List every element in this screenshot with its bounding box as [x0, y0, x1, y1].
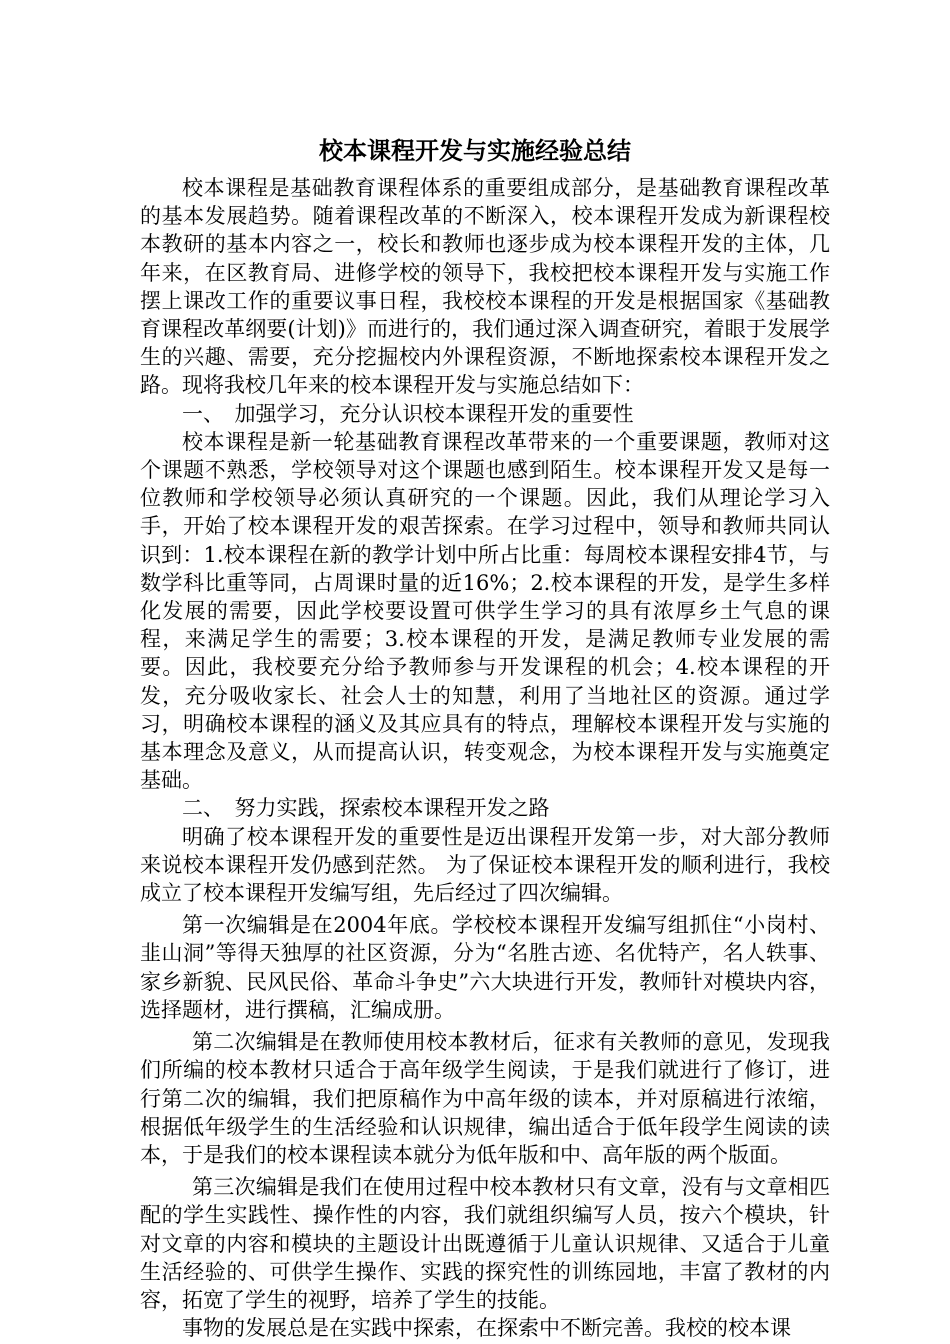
section-heading-1: 一、 加强学习，充分认识校本课程开发的重要性 [182, 401, 634, 426]
paragraph-section-2: 明确了校本课程开发的重要性是迈出课程开发第一步，对大部分教师来说校本课程开发仍感到茫然。 为了保证校本课程开发的顺利进行，我校成立了校本课程开发编写组，先后经过了四次编辑。 [140, 824, 830, 906]
document-body [140, 174, 830, 1342]
paragraph-second-edit: 第二次编辑是在教师使用校本教材后，征求有关教师的意见，发现我们所编的校本教材只适合于高年级学生阅读，于是我们就进行了修订，进行第二次的编辑，我们把原稿作为中高年级的读本，并对原稿进行浓缩，根据低年级学生的生活经验和认识规律，编出适合于低年段学生阅读的读本，于是我们的校本课程读本就分为低年版和中、高年版的两个版面。 [140, 1030, 830, 1167]
paragraph-third-edit: 第三次编辑是我们在使用过程中校本教材只有文章，没有与文章相匹配的学生实践性、操作性的内容，我们就组织编写人员，按六个模块，针对文章的内容和模块的主题设计出既遵循于儿童认识规律、又适合于儿童生活经验的、可供学生操作、实践的探究性的训练园地，丰富了教材的内容，拓宽了学生的视野，培养了学生的技能。 [140, 1175, 830, 1312]
document-title: 校本课程开发与实施经验总结 [319, 137, 631, 165]
paragraph-intro: 校本课程是基础教育课程体系的重要组成部分，是基础教育课程改革的基本发展趋势。随着课程改革的不断深入，校本课程开发成为新课程校本教研的基本内容之一，校长和教师也逐步成为校本课程开发的主体，几年来，在区教育局、进修学校的领导下，我校把校本课程开发与实施工作摆上课改工作的重要议事日程，我校校本课程的开发是根据国家《基础教育课程改革纲要(计划)》而进行的，我们通过深入调查研究，着眼于发展学生的兴趣、需要，充分挖掘校内外课程资源，不断地探索校本课程开发之路。现将我校几年来的校本课程开发与实施总结如下： [140, 176, 830, 398]
section-heading-2: 二、 努力实践，探索校本课程开发之路 [182, 796, 550, 821]
paragraph-first-edit: 第一次编辑是在2004年底。学校校本课程开发编写组抓住“小岗村、韭山洞”等得天独厚的社区资源，分为“名胜古迹、名优特产，名人轶事、家乡新貌、民风民俗、革命斗争史”六大块进行开发，教师针对模块内容，选择题材，进行撰稿，汇编成册。 [140, 913, 830, 1022]
paragraph-section-1: 校本课程是新一轮基础教育课程改革带来的一个重要课题，教师对这个课题不熟悉，学校领导对这个课题也感到陌生。校本课程开发又是每一位教师和学校领导必须认真研究的一个课题。因此，我们从理论学习入手，开始了校本课程开发的艰苦探索。在学习过程中，领导和教师共同认识到：1.校本课程在新的教学计划中所占比重：每周校本课程安排4节，与数学科比重等同，占周课时量的近16%；2.校本课程的开发，是学生多样化发展的需要，因此学校要设置可供学生学习的具有浓厚乡土气息的课程，来满足学生的需要；3.校本课程的开发，是满足教师专业发展的需要。因此，我校要充分给予教师参与开发课程的机会；4.校本课程的开发，充分吸收家长、社会人士的知慧，利用了当地社区的资源。通过学习，明确校本课程的涵义及其应具有的特点，理解校本课程开发与实施的基本理念及意义，从而提高认识，转变观念，为校本课程开发与实施奠定基础。 [140, 429, 830, 793]
paragraph-closing: 事物的发展总是在实践中探索，在探索中不断完善。我校的校本课 [182, 1316, 791, 1341]
